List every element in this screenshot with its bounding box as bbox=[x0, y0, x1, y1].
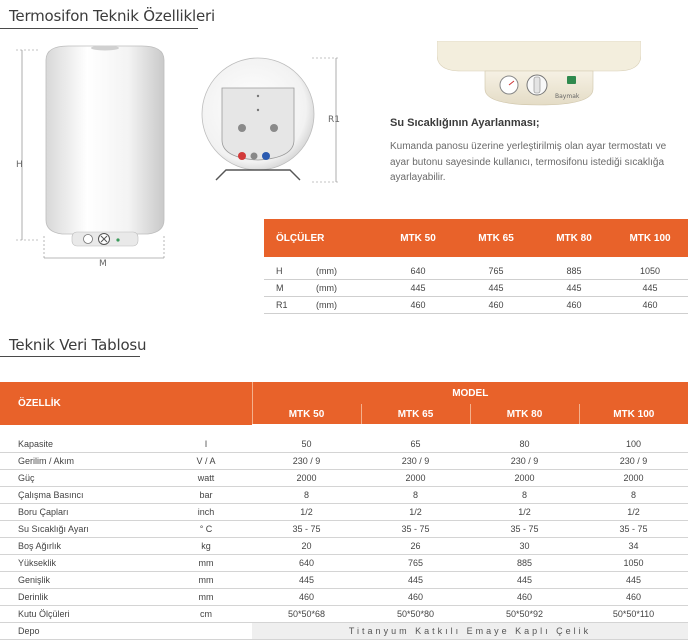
feature-value: 640 bbox=[252, 555, 361, 572]
dimensions-header-model: MTK 50 bbox=[400, 232, 436, 244]
model-column-header: MTK 100 bbox=[579, 404, 688, 425]
feature-value: 50*50*110 bbox=[579, 606, 688, 623]
feature-value: 35 - 75 bbox=[252, 521, 361, 538]
dimensions-header-label: ÖLÇÜLER bbox=[276, 232, 325, 244]
feature-unit: l bbox=[160, 436, 252, 453]
dimension-label: M bbox=[264, 280, 316, 297]
feature-value: 100 bbox=[579, 436, 688, 453]
dimension-value: 445 bbox=[612, 280, 688, 297]
heater-rear-view-diagram bbox=[190, 52, 346, 188]
feature-value: 50*50*68 bbox=[252, 606, 361, 623]
feature-value: 26 bbox=[361, 538, 470, 555]
feature-value: 2000 bbox=[252, 470, 361, 487]
model-column-header: MTK 65 bbox=[361, 404, 470, 425]
feature-value: 765 bbox=[361, 555, 470, 572]
feature-value: 2000 bbox=[470, 470, 579, 487]
feature-value: 460 bbox=[579, 589, 688, 606]
table-row bbox=[0, 589, 688, 606]
feature-value: 1050 bbox=[579, 555, 688, 572]
table-row-depot bbox=[0, 623, 688, 640]
dimensions-table bbox=[264, 219, 688, 314]
dimensions-header-model: MTK 65 bbox=[478, 232, 514, 244]
dimension-value: 765 bbox=[456, 263, 536, 280]
feature-label: Su Sıcaklığı Ayarı bbox=[0, 521, 160, 538]
feature-value: 445 bbox=[361, 572, 470, 589]
dimension-value: 445 bbox=[380, 280, 456, 297]
temperature-description: Kumanda panosu üzerine yerleştirilmiş olan ayar termostatı ve ayar butonu sayesinde kullanıcı, termosifonu istediği sıcaklığa ayarlayabilir. bbox=[390, 141, 667, 183]
tech-title-underline bbox=[0, 356, 140, 357]
feature-value: 2000 bbox=[579, 470, 688, 487]
feature-label: Kutu Ölçüleri bbox=[0, 606, 160, 623]
feature-value: 35 - 75 bbox=[361, 521, 470, 538]
dimensions-row-width bbox=[264, 280, 688, 297]
feature-unit: mm bbox=[160, 555, 252, 572]
dimensions-header-model: MTK 80 bbox=[556, 232, 592, 244]
feature-label: Çalışma Basıncı bbox=[0, 487, 160, 504]
feature-value: 50 bbox=[252, 436, 361, 453]
model-column-header: MTK 50 bbox=[252, 404, 361, 425]
model-header: MODEL bbox=[252, 382, 688, 404]
feature-value: 8 bbox=[470, 487, 579, 504]
feature-value: 230 / 9 bbox=[361, 453, 470, 470]
feature-label: Gerilim / Akım bbox=[0, 453, 160, 470]
dimension-value: 460 bbox=[536, 297, 612, 314]
feature-value: 460 bbox=[470, 589, 579, 606]
table-row bbox=[0, 555, 688, 572]
feature-unit: watt bbox=[160, 470, 252, 487]
feature-value: 35 - 75 bbox=[470, 521, 579, 538]
feature-value: 1/2 bbox=[579, 504, 688, 521]
feature-label: Derinlik bbox=[0, 589, 160, 606]
dimension-unit: (mm) bbox=[316, 280, 380, 297]
feature-unit: ° C bbox=[160, 521, 252, 538]
feature-label: Depo bbox=[0, 623, 160, 640]
feature-value: 8 bbox=[361, 487, 470, 504]
feature-value: 35 - 75 bbox=[579, 521, 688, 538]
feature-value: 65 bbox=[361, 436, 470, 453]
height-dimension-label: H bbox=[16, 160, 23, 170]
dimension-value: 1050 bbox=[612, 263, 688, 280]
feature-unit: kg bbox=[160, 538, 252, 555]
tech-section-title: Teknik Veri Tablosu bbox=[9, 336, 147, 354]
feature-unit: bar bbox=[160, 487, 252, 504]
dimension-value: 885 bbox=[536, 263, 612, 280]
feature-header: ÖZELLİK bbox=[0, 382, 252, 425]
feature-value: 230 / 9 bbox=[252, 453, 361, 470]
feature-value: 2000 bbox=[361, 470, 470, 487]
feature-value: 445 bbox=[579, 572, 688, 589]
feature-label: Güç bbox=[0, 470, 160, 487]
feature-value: 8 bbox=[252, 487, 361, 504]
feature-label: Kapasite bbox=[0, 436, 160, 453]
table-row bbox=[0, 538, 688, 555]
specs-title-underline bbox=[0, 28, 198, 29]
feature-value: 1/2 bbox=[361, 504, 470, 521]
table-row bbox=[0, 521, 688, 538]
feature-unit: cm bbox=[160, 606, 252, 623]
feature-value: 80 bbox=[470, 436, 579, 453]
dimension-value: 460 bbox=[380, 297, 456, 314]
dimension-unit: (mm) bbox=[316, 297, 380, 314]
brand-label: Baymak bbox=[555, 93, 580, 100]
dimensions-row-depth bbox=[264, 297, 688, 314]
feature-value: 445 bbox=[470, 572, 579, 589]
dimension-value: 460 bbox=[456, 297, 536, 314]
dimensions-header-model: MTK 100 bbox=[629, 232, 671, 244]
depth-dimension-label: R1 bbox=[328, 115, 340, 125]
feature-unit: mm bbox=[160, 572, 252, 589]
control-panel-image bbox=[437, 41, 641, 106]
feature-label: Genişlik bbox=[0, 572, 160, 589]
feature-value: 885 bbox=[470, 555, 579, 572]
depot-material-value: Titanyum Katkılı Emaye Kaplı Çelik bbox=[252, 623, 688, 640]
feature-value: 1/2 bbox=[470, 504, 579, 521]
feature-value: 460 bbox=[361, 589, 470, 606]
feature-unit: V / A bbox=[160, 453, 252, 470]
technical-data-table bbox=[0, 382, 688, 640]
table-row bbox=[0, 436, 688, 453]
dimension-value: 460 bbox=[612, 297, 688, 314]
feature-value: 20 bbox=[252, 538, 361, 555]
dimension-value: 445 bbox=[536, 280, 612, 297]
feature-value: 50*50*80 bbox=[361, 606, 470, 623]
dimensions-row-height bbox=[264, 263, 688, 280]
feature-unit: inch bbox=[160, 504, 252, 521]
feature-label: Yükseklik bbox=[0, 555, 160, 572]
feature-value: 445 bbox=[252, 572, 361, 589]
dimensions-header-row bbox=[264, 219, 688, 257]
feature-value: 1/2 bbox=[252, 504, 361, 521]
feature-label: Boş Ağırlık bbox=[0, 538, 160, 555]
specs-section-title: Termosifon Teknik Özellikleri bbox=[9, 7, 215, 25]
feature-value: 230 / 9 bbox=[470, 453, 579, 470]
model-column-header: MTK 80 bbox=[470, 404, 579, 425]
dimension-unit: (mm) bbox=[316, 263, 380, 280]
dimension-value: 445 bbox=[456, 280, 536, 297]
table-row bbox=[0, 572, 688, 589]
feature-value: 50*50*92 bbox=[470, 606, 579, 623]
feature-value: 30 bbox=[470, 538, 579, 555]
width-dimension-label: M bbox=[99, 259, 107, 269]
table-row bbox=[0, 470, 688, 487]
feature-value: 460 bbox=[252, 589, 361, 606]
table-row bbox=[0, 453, 688, 470]
table-row bbox=[0, 504, 688, 521]
feature-label: Boru Çapları bbox=[0, 504, 160, 521]
feature-value: 8 bbox=[579, 487, 688, 504]
feature-unit: mm bbox=[160, 589, 252, 606]
dimension-label: R1 bbox=[264, 297, 316, 314]
heater-side-view-diagram bbox=[8, 38, 178, 270]
dimension-value: 640 bbox=[380, 263, 456, 280]
feature-value: 34 bbox=[579, 538, 688, 555]
feature-value: 230 / 9 bbox=[579, 453, 688, 470]
temperature-heading: Su Sıcaklığının Ayarlanması; bbox=[390, 117, 540, 129]
table-row bbox=[0, 487, 688, 504]
dimension-label: H bbox=[264, 263, 316, 280]
table-row bbox=[0, 606, 688, 623]
